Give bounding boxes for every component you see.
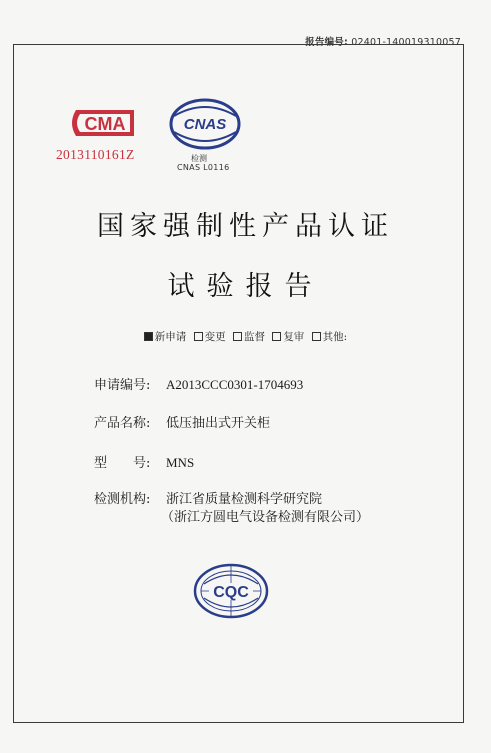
option-label: 监督 <box>243 331 265 343</box>
field-label: 申请编号: <box>94 378 151 393</box>
cnas-logo-text: CNAS <box>183 116 227 133</box>
checkbox-icon <box>272 332 281 341</box>
page-subtitle: 试验报告 <box>167 271 324 302</box>
cnas-logo <box>168 96 242 152</box>
field-value: 浙江省质量检测科学研究院 <box>166 491 323 506</box>
option-other <box>312 331 348 343</box>
option-new-application <box>144 331 187 343</box>
field-label: 检测机构: <box>94 492 151 507</box>
cma-logo <box>70 106 140 140</box>
checkbox-checked-icon <box>144 332 153 341</box>
cnas-code: CNAS L0116 <box>177 163 230 172</box>
product-name-field <box>94 412 270 431</box>
cnas-sub-label: 检测 <box>191 154 207 163</box>
page-title: 国家强制性产品认证 <box>97 211 394 242</box>
cma-logo-text: CMA <box>84 114 126 134</box>
cqc-logo-text: CQC <box>213 584 249 601</box>
testing-org-field <box>94 488 322 507</box>
checkbox-icon <box>312 332 321 341</box>
cma-number: 2013110161Z <box>56 147 135 162</box>
option-label: 变更 <box>204 331 226 343</box>
testing-org-subname: （浙江方圆电气设备检测有限公司） <box>161 510 370 525</box>
report-type-options <box>0 329 491 344</box>
model-field <box>94 452 194 471</box>
application-number-field <box>94 374 303 393</box>
option-supervision <box>233 331 265 343</box>
option-change <box>194 331 226 343</box>
field-value: 低压抽出式开关柜 <box>166 415 271 430</box>
cqc-logo <box>192 562 270 620</box>
checkbox-icon <box>233 332 242 341</box>
field-value: A2013CCC0301-1704693 <box>166 377 304 392</box>
field-label: 产品名称: <box>94 416 151 431</box>
report-number-label: 报告编号: <box>305 37 348 48</box>
report-number-value: 02401-140019310057 <box>351 37 461 48</box>
option-review <box>272 331 304 343</box>
option-label: 其他: <box>322 331 348 343</box>
option-label: 新申请 <box>154 331 187 343</box>
field-label: 型 号: <box>94 456 151 471</box>
option-label: 复审 <box>283 331 305 343</box>
checkbox-icon <box>194 332 203 341</box>
field-value: MNS <box>166 455 195 470</box>
